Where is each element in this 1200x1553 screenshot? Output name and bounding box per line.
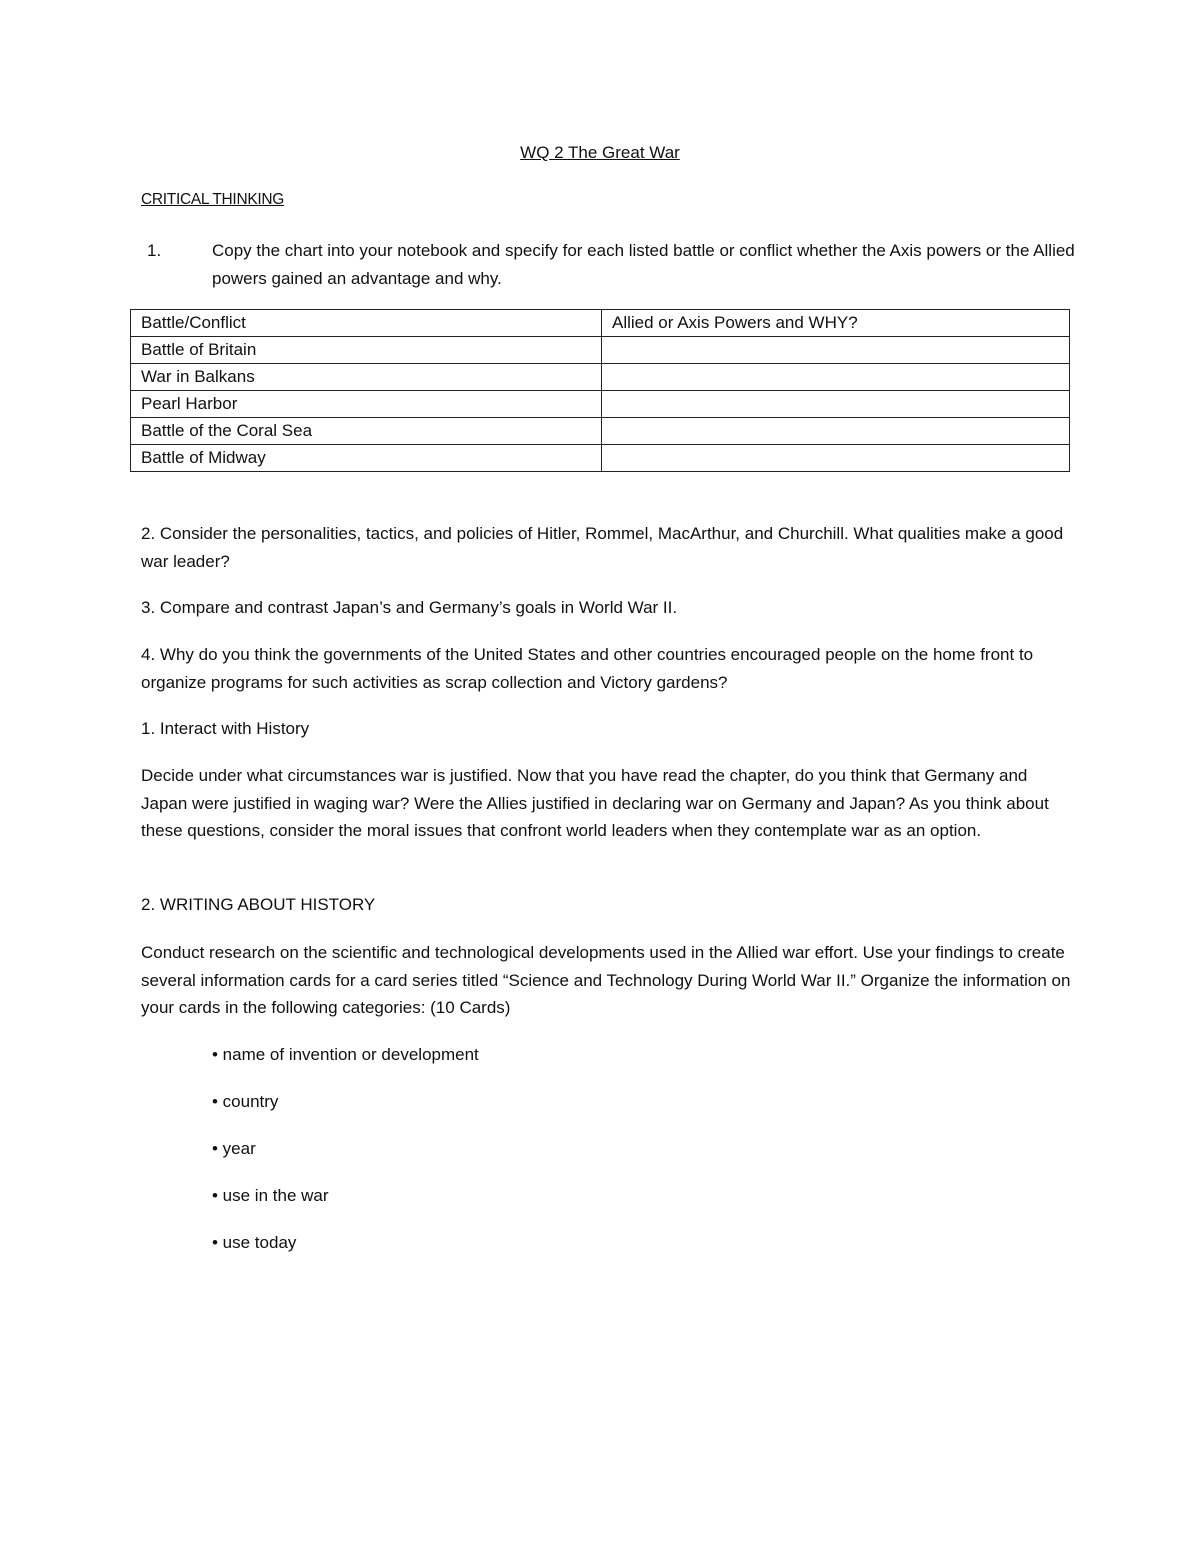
battle-chart-table (130, 309, 1070, 472)
table-row (131, 391, 1070, 418)
document-title: WQ 2 The Great War (520, 143, 680, 162)
table-header-row (131, 310, 1070, 337)
question-1 (141, 237, 1081, 293)
list-item: • country (212, 1092, 279, 1111)
table-cell (602, 391, 1070, 418)
list-item: • year (212, 1139, 256, 1158)
question-1-text: Copy the chart into your notebook and specify for each listed battle or conflict whether the Axis powers or the Allied powers gained an advantage and why. (212, 241, 1075, 288)
writing-text: Conduct research on the scientific and technological developments used in the Allied war effort. Use your findings to create several information cards for a card series titled “Science and Technology During World War II.” Organize the information on your cards in the following categories: (10 Cards) (141, 943, 1071, 1017)
list-item: • use today (212, 1233, 297, 1252)
question-1-number: 1. (147, 241, 162, 260)
table-cell (602, 445, 1070, 472)
question-2: 2. Consider the personalities, tactics, and policies of Hitler, Rommel, MacArthur, and Churchill. What qualities make a good war leader? (141, 524, 1064, 571)
table-cell (602, 337, 1070, 364)
table-cell: Battle of Britain (131, 337, 602, 364)
question-3: 3. Compare and contrast Japan’s and Germany’s goals in World War II. (141, 598, 678, 617)
table-cell (602, 364, 1070, 391)
interact-heading: 1. Interact with History (141, 719, 310, 738)
interact-text: Decide under what circumstances war is justified. Now that you have read the chapter, do you think that Germany and Japan were justified in waging war? Were the Allies justified in declaring war on Germany and Japan? As you think about these questions, consider the moral issues that confront world leaders when they contemplate war as an option. (141, 766, 1049, 840)
table-header-cell: Allied or Axis Powers and WHY? (602, 310, 1070, 337)
table-header-cell: Battle/Conflict (131, 310, 602, 337)
table-cell: Battle of the Coral Sea (131, 418, 602, 445)
question-4: 4. Why do you think the governments of the United States and other countries encouraged people on the home front to organize programs for such activities as scrap collection and Victory gardens? (141, 645, 1034, 692)
list-item: • use in the war (212, 1186, 329, 1205)
table-cell (602, 418, 1070, 445)
list-item: • name of invention or development (212, 1045, 479, 1064)
writing-heading: 2. WRITING ABOUT HISTORY (141, 895, 376, 914)
table-row (131, 337, 1070, 364)
critical-thinking-heading: CRITICAL THINKING (141, 191, 285, 208)
table-row (131, 418, 1070, 445)
table-row (131, 445, 1070, 472)
table-cell: Battle of Midway (131, 445, 602, 472)
table-row (131, 364, 1070, 391)
table-cell: Pearl Harbor (131, 391, 602, 418)
table-cell: War in Balkans (131, 364, 602, 391)
